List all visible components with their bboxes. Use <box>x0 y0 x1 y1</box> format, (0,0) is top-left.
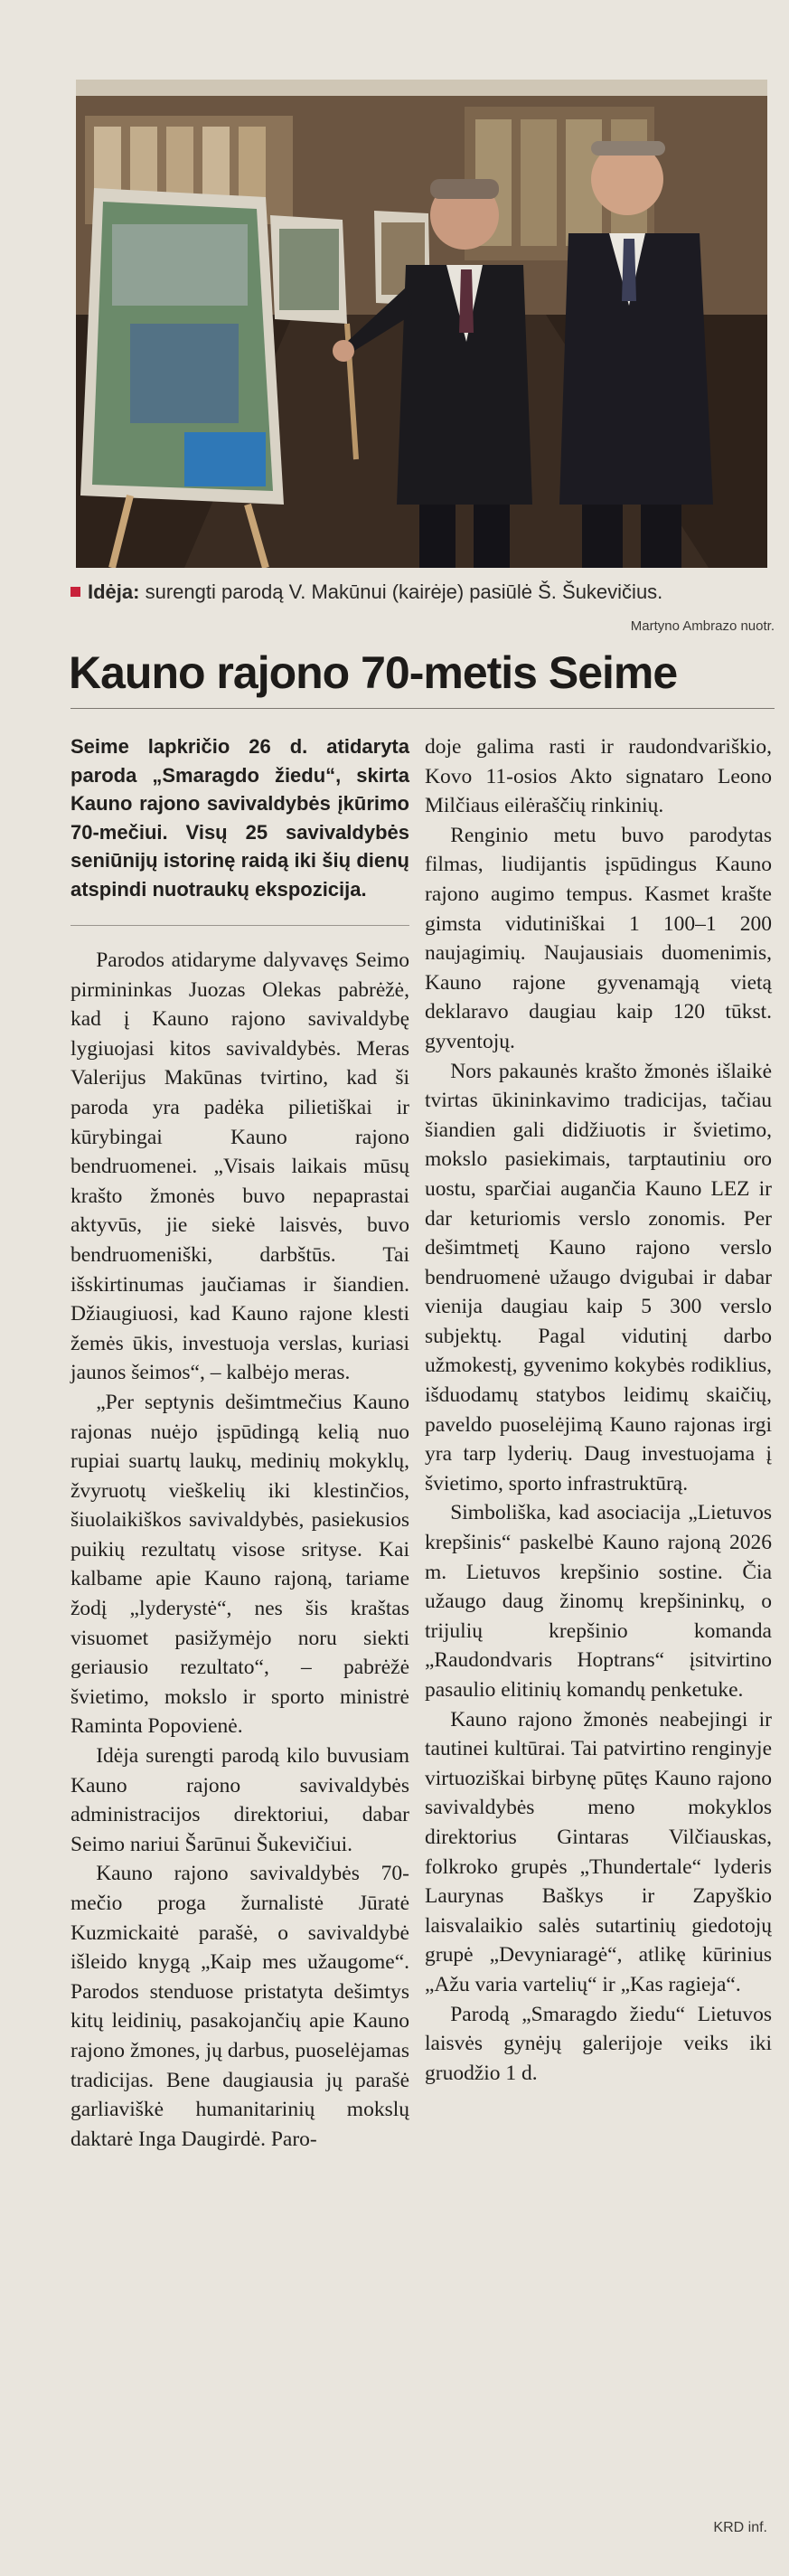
article-lead: Seime lapkričio 26 d. atidaryta paroda „Smaragdo žiedu“, skirta Kauno rajono savivaldybės įkūrimo 70-mečiui. Visų 25 savivaldybės seniūnijų istorinę raidą iki šių dienų atspindi nuotraukų ekspozicija. <box>70 732 409 926</box>
article-paragraph: Renginio metu buvo parodytas filmas, liudijantis įspūdingus Kauno rajono augimo tempus. Kasmet krašte gimsta vidutiniškai 1 100–1 200 naujagimių. Naujausiais duomenimis, Kauno rajone gyvenamąją vietą deklaravo daugiau kaip 120 tūkst. gyventojų. <box>425 823 772 1053</box>
caption-marker-icon <box>70 587 80 597</box>
article-signature: KRD inf. <box>713 2520 767 2535</box>
headline-divider <box>70 708 775 709</box>
article-paragraph: doje galima rasti ir raudondvariškio, Kovo 11-osios Akto signataro Leono Milčiaus eilėraščių rinkinių. <box>425 735 772 818</box>
article-paragraph: Parodą „Smaragdo žiedu“ Lietuvos laisvės gynėjų galerijoje veiks iki gruodžio 1 d. <box>425 2002 772 2085</box>
article-paragraph: „Per septynis dešimtmečius Kauno rajonas nuėjo įspūdingą kelią nuo rupiai suartų laukų, medinių mokyklų, žvyruotų vieškelių iki klestinčios, šiuolaikiškos savivaldybės, pasiekusios puikių rezultatų visose srityse. Kai kalbame apie Kauno rajoną, tariame žodį „lyderystė“, nes šis kraštas visuomet pasižymėjo noru siekti geriausio rezultato“, – pabrėžė švietimo, mokslo ir sporto ministrė Raminta Popovienė. <box>70 1390 409 1739</box>
photo-caption <box>70 580 784 604</box>
article-paragraph: Idėja surengti parodą kilo buvusiam Kauno rajono savivaldybės administracijos direktoriui, dabar Seimo nariui Šarūnui Šukevičiui. <box>70 1744 409 1856</box>
caption-lead: Idėja: <box>88 580 140 603</box>
article-headline: Kauno rajono 70-metis Seime <box>69 647 678 698</box>
article-column-right <box>425 732 772 2088</box>
caption-text: surengti parodą V. Makūnui (kairėje) pasiūlė Š. Šukevičius. <box>139 580 663 603</box>
photo-illustration <box>76 80 767 568</box>
article-paragraph: Kauno rajono žmonės neabejingi ir tautinei kultūrai. Tai patvirtino renginyje virtuoziškai birbynę pūtęs Kauno rajono savivaldybės meno mokyklos direktorius Gintaras Vilčiauskas, folkroko grupės „Thundertale“ lyderis Laurynas Baškys ir Zapyškio laisvalaikio salės sutartinių giedotojų grupė „Devyniaragė“, atlikę kūrinius „Ažu varia vartelių“ ir „Kas ragieja“. <box>425 1707 772 1996</box>
article-column-left <box>70 732 409 2154</box>
article-paragraph: Simboliška, kad asociacija „Lietuvos krepšinis“ paskelbė Kauno rajoną 2026 m. Lietuvos krepšinio sostine. Čia užaugo daug žinomų krepšininkų, o trijulių krepšinio komanda „Raudondvaris Hoptrans“ įsitvirtino pasaulio elitinių komandų penketuke. <box>425 1501 772 1702</box>
article-photo <box>76 80 767 568</box>
article-paragraph: Parodos atidaryme dalyvavęs Seimo pirmininkas Juozas Olekas pabrėžė, kad į Kauno rajono savivaldybę lygiuojasi kitos savivaldybės. Meras Valerijus Makūnas tvirtino, kad ši paroda yra padėka pilietiškai ir kūrybingai Kauno rajono bendruomenei. „Visais laikais mūsų krašto žmonės buvo nepaprastai aktyvūs, jie siekė laisvės, buvo bendruomeniški, darbštūs. Tai išskirtinumas jaučiamas ir šiandien. Džiaugiuosi, kad Kauno rajone klesti žemės ūkis, investuoja verslas, kuriasi jaunos šeimos“, – kalbėjo meras. <box>70 948 409 1385</box>
article-paragraph: Nors pakaunės krašto žmonės išlaikė tvirtas ūkininkavimo tradicijas, tačiau šiandien gali didžiuotis ir švietimo, mokslo pasiekimais, tarptautiniu oro uostu, sparčiai augančia Kauno LEZ ir dar keturiomis verslo zonomis. Per dešimtmetį Kauno rajono verslo bendruomenė užaugo dvigubai ir dabar vienija daugiau kaip 5 300 verslo subjektų. Pagal vidutinį darbo užmokestį, gyvenimo kokybės rodiklius, išduodamų statybos leidimų skaičių, paveldo puoselėjimą Kauno rajonas irgi yra tarp lyderių. Daug investuojama į švietimo, sporto infrastruktūrą. <box>425 1059 772 1496</box>
article-paragraph: Kauno rajono savivaldybės 70-mečio proga žurnalistė Jūratė Kuzmickaitė parašė, o savivaldybė išleido knygą „Kaip mes užaugome“. Parodos stenduose pristatyta dešimtys kitų leidinių, pasakojančių apie Kauno rajono žmones, jų darbus, puoselėjamas tradicijas. Bene daugiausia jų parašė garliaviškė humanitarinių mokslų daktarė Inga Daugirdė. Paro- <box>70 1862 409 2151</box>
photo-credit: Martyno Ambrazo nuotr. <box>630 618 775 634</box>
